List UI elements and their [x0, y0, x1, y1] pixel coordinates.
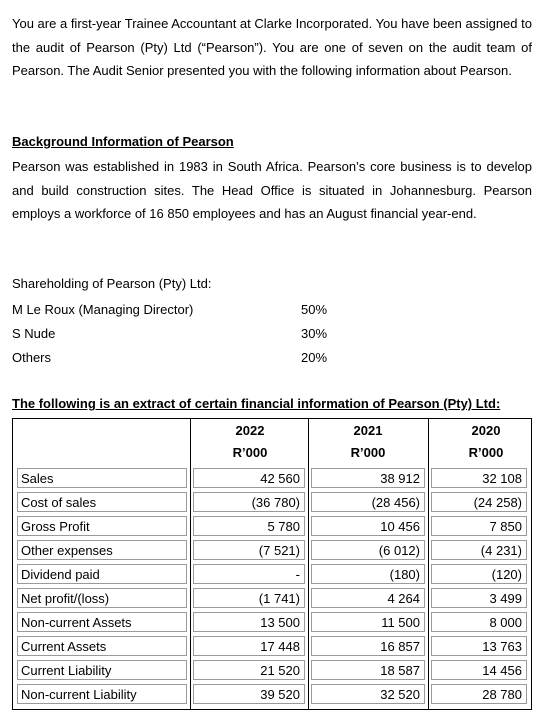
value-2020: 14 456	[431, 660, 527, 680]
row-label: Current Liability	[17, 660, 187, 680]
financial-table	[12, 418, 532, 710]
table-row	[13, 492, 531, 516]
table-row	[13, 588, 531, 612]
year-header: 2022	[235, 423, 265, 438]
value-2021: 4 264	[311, 588, 425, 608]
value-2021: 18 587	[311, 660, 425, 680]
value-2021: (28 456)	[311, 492, 425, 512]
table-row	[13, 612, 531, 636]
background-paragraph: Pearson was established in 1983 in South Africa. Pearson’s core business is to develop and build construction sites. The Head Office is situated in Johannesburg. Pearson employs a workforce of 16 850 employees and has an August financial year-end.	[12, 159, 532, 221]
unit-header: R’000	[232, 445, 268, 460]
shareholding-title: Shareholding of Pearson (Pty) Ltd:	[12, 276, 212, 291]
row-label: Net profit/(loss)	[17, 588, 187, 608]
year-header: 2021	[353, 423, 383, 438]
value-2022: 17 448	[193, 636, 305, 656]
shareholder-name: Others	[12, 350, 52, 365]
value-2020: (24 258)	[431, 492, 527, 512]
value-2022: (1 741)	[193, 588, 305, 608]
shareholding-row	[12, 298, 332, 322]
value-2021: 38 912	[311, 468, 425, 488]
row-label: Cost of sales	[17, 492, 187, 512]
value-2022: 5 780	[193, 516, 305, 536]
shareholder-name: M Le Roux (Managing Director)	[12, 302, 194, 317]
background-heading: Background Information of Pearson	[12, 134, 234, 149]
value-2021: (6 012)	[311, 540, 425, 560]
value-2022: (7 521)	[193, 540, 305, 560]
shareholding-row	[12, 322, 332, 346]
row-label: Gross Profit	[17, 516, 187, 536]
financial-heading: The following is an extract of certain financial information of Pearson (Pty) Ltd:	[12, 396, 501, 411]
row-label: Current Assets	[17, 636, 187, 656]
row-label: Non-current Liability	[17, 684, 187, 704]
value-2021: (180)	[311, 564, 425, 584]
value-2021: 11 500	[311, 612, 425, 632]
value-2020: 32 108	[431, 468, 527, 488]
value-2020: (4 231)	[431, 540, 527, 560]
row-label: Other expenses	[17, 540, 187, 560]
value-2020: 28 780	[431, 684, 527, 704]
row-label: Dividend paid	[17, 564, 187, 584]
shareholder-name: S Nude	[12, 326, 56, 341]
value-2020: (120)	[431, 564, 527, 584]
value-2022: 13 500	[193, 612, 305, 632]
shareholder-percentage: 50%	[301, 302, 328, 317]
row-label: Sales	[17, 468, 187, 488]
value-2020: 3 499	[431, 588, 527, 608]
value-2020: 7 850	[431, 516, 527, 536]
shareholder-percentage: 20%	[301, 350, 328, 365]
table-row	[13, 636, 531, 660]
unit-header: R’000	[350, 445, 386, 460]
row-label: Non-current Assets	[17, 612, 187, 632]
shareholder-percentage: 30%	[301, 326, 328, 341]
value-2020: 8 000	[431, 612, 527, 632]
table-row	[13, 516, 531, 540]
table-row	[13, 540, 531, 564]
table-row	[13, 468, 531, 492]
unit-header: R’000	[468, 445, 504, 460]
value-2021: 10 456	[311, 516, 425, 536]
table-row	[13, 564, 531, 588]
table-row	[13, 684, 531, 708]
year-header: 2020	[471, 423, 501, 438]
value-2022: (36 780)	[193, 492, 305, 512]
value-2022: -	[193, 564, 305, 584]
intro-paragraph: You are a first-year Trainee Accountant at Clarke Incorporated. You have been assigned to the audit of Pearson (Pty) Ltd (“Pearson”). You are one of seven on the audit team of Pearson. The Audit Senior presented you with the following information about Pearson.	[12, 16, 532, 78]
value-2022: 42 560	[193, 468, 305, 488]
value-2021: 32 520	[311, 684, 425, 704]
table-row	[13, 660, 531, 684]
value-2022: 39 520	[193, 684, 305, 704]
value-2021: 16 857	[311, 636, 425, 656]
value-2022: 21 520	[193, 660, 305, 680]
shareholding-row	[12, 346, 332, 370]
value-2020: 13 763	[431, 636, 527, 656]
